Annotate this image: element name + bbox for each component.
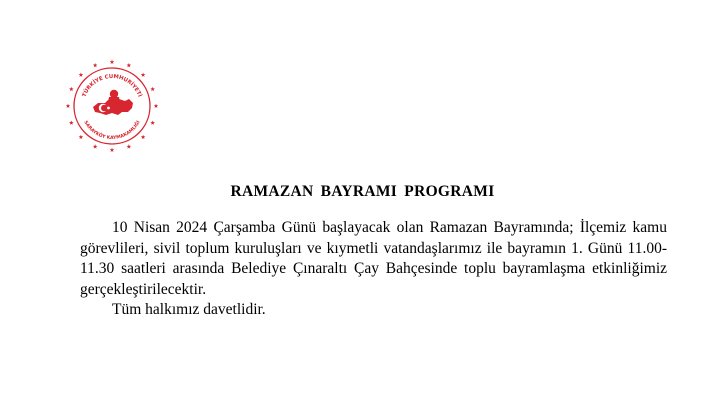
turkey-map-emblem bbox=[93, 90, 133, 115]
seal-star-icon bbox=[110, 60, 115, 64]
seal-star-icon bbox=[154, 104, 159, 108]
document-title: RAMAZAN BAYRAMI PROGRAMI bbox=[230, 183, 495, 200]
seal-star-icon bbox=[69, 87, 74, 91]
seal-star-icon bbox=[66, 104, 71, 108]
body-paragraph-closing: Tüm halkımız davetlidir. bbox=[112, 301, 266, 318]
seal-bottom-text: SARAYKÖY KAYMAKAMLIĞI bbox=[82, 120, 142, 142]
document-body bbox=[80, 218, 667, 321]
seal-star-icon bbox=[150, 87, 155, 91]
seal-star-icon bbox=[93, 144, 98, 148]
seal-star-icon bbox=[93, 63, 98, 67]
seal-top-text: TÜRKİYE CUMHURİYETİ bbox=[81, 73, 143, 98]
seal-star-icon bbox=[69, 120, 74, 124]
seal-star-icon bbox=[141, 135, 146, 139]
seal-star-icon bbox=[110, 148, 115, 152]
kaymakamlik-seal-logo bbox=[62, 56, 162, 156]
body-paragraph-invitation: 10 Nisan 2024 Çarşamba Günü başlayacak olan Ramazan Bayramında; İlçemiz kamu görevlileri, sivil toplum kuruluşları ve kıymetli vatandaşlarımız ile bayramın 1. Günü 11.00-11.30 saatleri arasında Belediye Çınaraltı Çay Bahçesinde toplu bayramlaşma etkinliğimiz gerçekleştirilecektir. bbox=[80, 219, 667, 298]
seal-star-icon bbox=[127, 144, 132, 148]
seal-star-icon bbox=[141, 72, 146, 76]
seal-star-icon bbox=[127, 63, 132, 67]
seal-star-icon bbox=[79, 135, 84, 139]
seal-star-icon bbox=[79, 72, 84, 76]
seal-star-icon bbox=[150, 120, 155, 124]
